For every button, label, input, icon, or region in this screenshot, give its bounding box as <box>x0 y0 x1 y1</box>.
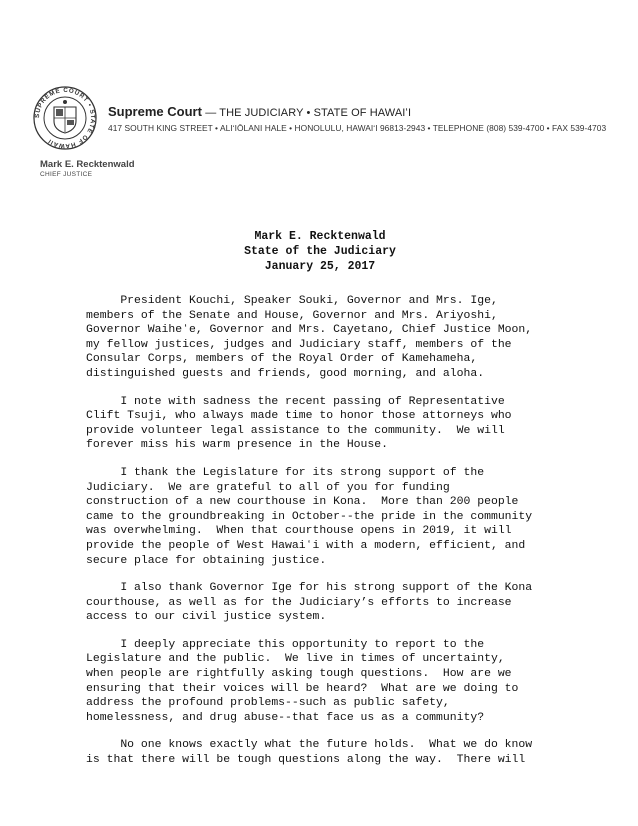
paragraph-line: came to the groundbreaking in October--the pride in the community <box>86 509 533 523</box>
court-seal-logo <box>32 85 98 151</box>
paragraph <box>86 294 566 382</box>
paragraph-line: address the profound problems--such as public safety, <box>86 696 450 710</box>
paragraph-line: Clift Tsuji, who always made time to honor those attorneys who <box>86 409 512 423</box>
paragraph-line: President Kouchi, Speaker Souki, Governor and Mrs. Ige, <box>86 294 498 307</box>
speech-date: January 25, 2017 <box>264 260 376 273</box>
letterhead <box>108 105 628 134</box>
paragraph-line: ensuring that their voices will be heard? What are we doing to <box>86 681 519 695</box>
paragraph-line: is that there will be tough questions along the way. There will <box>86 753 526 767</box>
paragraph-line: Legislature and the public. We live in times of uncertainty, <box>86 652 505 666</box>
department-name: — THE JUDICIARY • STATE OF HAWAIʻI <box>205 107 412 119</box>
letterhead-address: 417 SOUTH KING STREET • ALIʻIŌLANI HALE • HONOLULU, HAWAIʻI 96813-2943 • TELEPHONE (808) 539-4700 • FAX 539-4703 <box>108 123 607 133</box>
paragraph-line: members of the Senate and House, Governor and Mrs. Ariyoshi, <box>86 308 498 322</box>
paragraph-line: No one knows exactly what the future holds. What we do know <box>86 738 533 752</box>
paragraph <box>86 738 566 767</box>
paragraph <box>86 395 566 453</box>
paragraph-line: Consular Corps, members of the Royal Order of Kamehameha, <box>86 352 478 366</box>
speaker-name: Mark E. Recktenwald <box>254 230 386 243</box>
paragraph-line: courthouse, as well as for the Judiciary’s efforts to increase <box>86 595 512 609</box>
paragraph-line: secure place for obtaining justice. <box>86 553 327 567</box>
speech-title: State of the Judiciary <box>244 245 396 258</box>
official-block <box>40 159 135 179</box>
paragraph <box>86 581 566 625</box>
paragraph-line: was overwhelming. When that courthouse opens in 2019, it will <box>86 524 512 538</box>
paragraph-line: provide the people of West Hawaiʻi with a modern, efficient, and <box>86 538 526 552</box>
official-name: Mark E. Recktenwald <box>40 159 135 170</box>
paragraph-line: construction of a new courthouse in Kona. More than 200 people <box>86 495 519 509</box>
paragraph-line: forever miss his warm presence in the House. <box>86 438 388 452</box>
paragraph-line: when people are rightfully asking tough questions. How are we <box>86 667 512 681</box>
paragraph <box>86 638 566 726</box>
paragraph <box>86 466 566 568</box>
speech-heading <box>0 229 638 274</box>
paragraph-line: my fellow justices, judges and Judiciary staff, members of the <box>86 337 512 351</box>
paragraph-line: distinguished guests and friends, good morning, and aloha. <box>86 366 485 380</box>
paragraph-line: access to our civil justice system. <box>86 610 327 624</box>
paragraph-line: homelessness, and drug abuse--that face us as a community? <box>86 710 485 724</box>
paragraph-line: provide volunteer legal assistance to the community. We will <box>86 423 505 437</box>
paragraph-line: I also thank Governor Ige for his strong support of the Kona <box>86 581 533 595</box>
paragraph-line: I deeply appreciate this opportunity to report to the <box>86 637 485 651</box>
paragraph-line: Judiciary. We are grateful to all of you for funding <box>86 480 450 494</box>
paragraph-line: I thank the Legislature for its strong support of the <box>86 465 485 479</box>
paragraph-line: Governor Waiheʻe, Governor and Mrs. Cayetano, Chief Justice Moon, <box>86 323 533 337</box>
paragraph-line: I note with sadness the recent passing of Representative <box>86 394 505 408</box>
seal-text: SUPREME COURT • STATE OF HAWAII <box>33 86 97 150</box>
speech-body <box>86 294 566 781</box>
court-name: Supreme Court <box>108 104 202 119</box>
official-title: CHIEF JUSTICE <box>40 171 93 178</box>
